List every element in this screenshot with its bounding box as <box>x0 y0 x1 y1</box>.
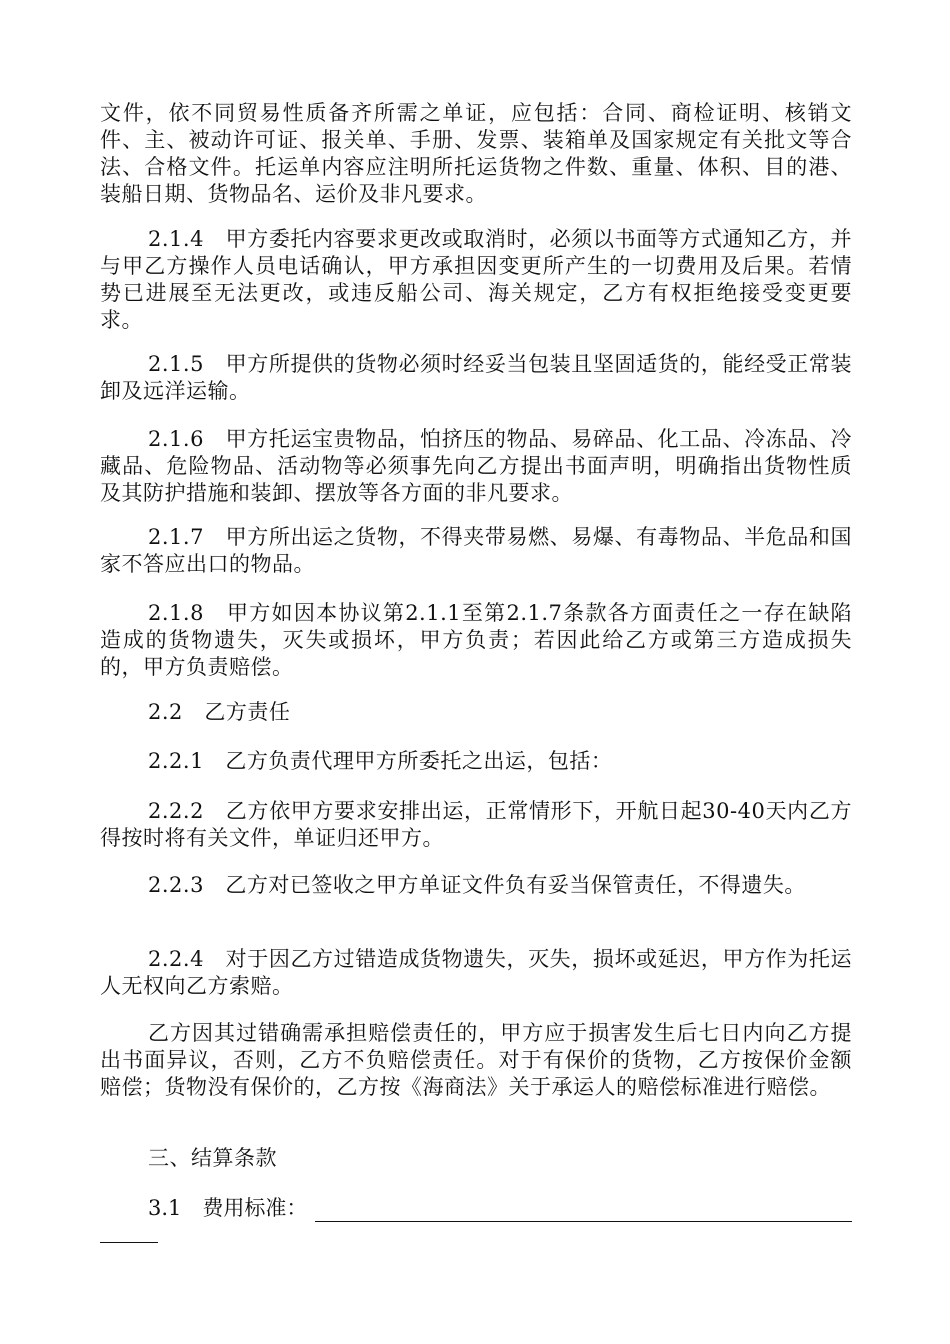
paragraph-2-1-6: 2.1.6 甲方托运宝贵物品，怕挤压的物品、易碎品、化工品、冷冻品、冷藏品、危险物品、活动物等必须事先向乙方提出书面声明，明确指出货物性质及其防护措施和装卸、摆放等各方面的非凡要求。 <box>100 427 852 505</box>
section-heading-2-2: 2.2 乙方责任 <box>148 700 291 724</box>
fee-standard-label: 3.1 费用标准： <box>148 1196 308 1220</box>
paragraph-2-2-1: 2.2.1 乙方负责代理甲方所委托之出运，包括： <box>148 749 613 773</box>
paragraph-2-2-3: 2.2.3 乙方对已签收之甲方单证文件负有妥当保管责任，不得遗失。 <box>148 873 806 897</box>
paragraph-2-1-5: 2.1.5 甲方所提供的货物必须时经妥当包装且坚固适货的，能经受正常装卸及远洋运输。 <box>100 352 852 403</box>
paragraph-2-1-7: 2.1.7 甲方所出运之货物，不得夹带易燃、易爆、有毒物品、半危品和国家不答应出口的物品。 <box>100 525 852 576</box>
continuation-underline <box>100 1242 158 1243</box>
paragraph-2-2-4: 2.2.4 对于因乙方过错造成货物遗失，灭失，损坏或延迟，甲方作为托运人无权向乙方索赔。 <box>100 947 852 998</box>
fee-standard-blank <box>315 1199 852 1222</box>
paragraph-compensation: 乙方因其过错确需承担赔偿责任的，甲方应于损害发生后七日内向乙方提出书面异议，否则，乙方不负赔偿责任。对于有保价的货物，乙方按保价金额赔偿；货物没有保价的，乙方按《海商法》关于承运人的赔偿标准进行赔偿。 <box>100 1021 852 1099</box>
fee-standard-line <box>148 1195 852 1222</box>
paragraph-2-1-8: 2.1.8 甲方如因本协议第2.1.1至第2.1.7条款各方面责任之一存在缺陷造成的货物遗失，灭失或损坏，甲方负责；若因此给乙方或第三方造成损失的，甲方负责赔偿。 <box>100 601 852 679</box>
paragraph-2-2-2: 2.2.2 乙方依甲方要求安排出运，正常情形下，开航日起30-40天内乙方得按时将有关文件，单证归还甲方。 <box>100 799 852 850</box>
paragraph-shipping-documents: 文件，依不同贸易性质备齐所需之单证，应包括：合同、商检证明、核销文件、主、被动许可证、报关单、手册、发票、装箱单及国家规定有关批文等合法、合格文件。托运单内容应注明所托运货物之件数、重量、体积、目的港、装船日期、货物品名、运价及非凡要求。 <box>100 101 852 206</box>
section-heading-settlement: 三、结算条款 <box>148 1146 277 1170</box>
paragraph-2-1-4: 2.1.4 甲方委托内容要求更改或取消时，必须以书面等方式通知乙方，并与甲乙方操作人员电话确认，甲方承担因变更所产生的一切费用及后果。若情势已进展至无法更改，或违反船公司、海关规定，乙方有权拒绝接受变更要求。 <box>100 227 852 332</box>
